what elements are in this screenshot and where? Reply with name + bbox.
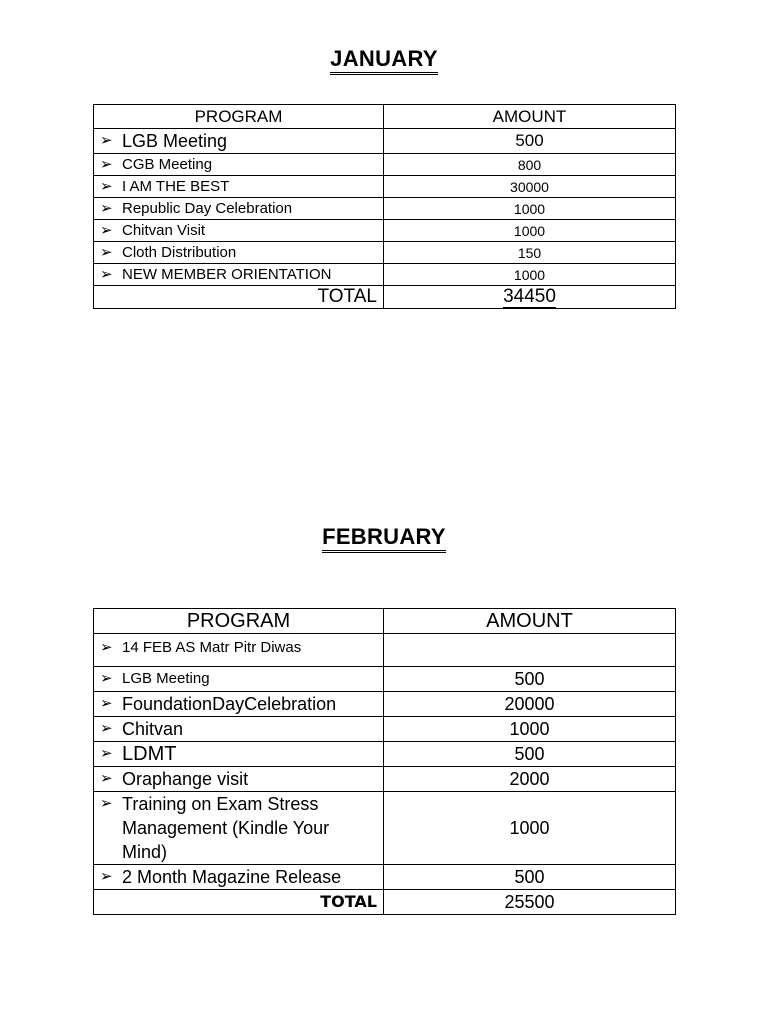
arrow-bullet-icon: ➢ (100, 177, 113, 195)
table-row (94, 792, 676, 865)
table-row (94, 129, 676, 154)
program-cell: LGB Meeting (122, 131, 228, 151)
arrow-bullet-icon: ➢ (100, 795, 113, 812)
program-cell: LDMT (122, 743, 177, 765)
total-row (94, 890, 676, 915)
program-cell: 2 Month Magazine Release (122, 867, 342, 887)
january-table (93, 104, 676, 309)
amount-cell: 500 (384, 742, 676, 767)
program-cell: Republic Day Celebration (122, 199, 293, 217)
program-cell: LGB Meeting (122, 670, 210, 687)
arrow-bullet-icon: ➢ (100, 199, 113, 217)
arrow-bullet-icon: ➢ (100, 132, 113, 149)
program-cell: Chitvan Visit (122, 221, 206, 239)
total-value: 25500 (384, 890, 676, 915)
program-cell: Cloth Distribution (122, 243, 237, 261)
program-cell: FoundationDayCelebration (122, 694, 337, 714)
program-cell: 14 FEB AS Matr Pitr Diwas (122, 639, 302, 656)
table-row (94, 865, 676, 890)
table-header-row (94, 105, 676, 129)
table-row (94, 767, 676, 792)
program-cell: I AM THE BEST (122, 177, 230, 195)
table-row (94, 154, 676, 176)
amount-cell: 1000 (384, 198, 676, 220)
arrow-bullet-icon: ➢ (100, 155, 113, 173)
table-row (94, 176, 676, 198)
table-header-row (94, 609, 676, 634)
arrow-bullet-icon: ➢ (100, 639, 113, 656)
program-cell: Chitvan (122, 719, 184, 739)
arrow-bullet-icon: ➢ (100, 720, 113, 737)
amount-cell: 1000 (384, 220, 676, 242)
amount-cell: 1000 (384, 792, 676, 865)
amount-cell: 1000 (384, 264, 676, 286)
arrow-bullet-icon: ➢ (100, 243, 113, 261)
program-cell: NEW MEMBER ORIENTATION (122, 265, 332, 283)
total-label: TOTAL (94, 286, 384, 309)
table-row (94, 667, 676, 692)
program-column-header: PROGRAM (94, 105, 384, 129)
amount-column-header: AMOUNT (384, 105, 676, 129)
table-row (94, 634, 676, 667)
total-value: 34450 (503, 286, 556, 307)
amount-cell (384, 634, 676, 667)
arrow-bullet-icon: ➢ (100, 265, 113, 283)
table-row (94, 242, 676, 264)
table-row (94, 742, 676, 767)
program-column-header: PROGRAM (94, 609, 384, 634)
total-label: TOTAL (94, 890, 384, 915)
arrow-bullet-icon: ➢ (100, 695, 113, 712)
amount-cell: 800 (384, 154, 676, 176)
amount-cell: 500 (384, 865, 676, 890)
amount-column-header: AMOUNT (384, 609, 676, 634)
table-row (94, 717, 676, 742)
table-row (94, 198, 676, 220)
amount-cell: 500 (384, 129, 676, 154)
program-cell: Training on Exam Stress Management (Kindle Your Mind) (122, 794, 330, 862)
arrow-bullet-icon: ➢ (100, 670, 113, 687)
table-row (94, 264, 676, 286)
arrow-bullet-icon: ➢ (100, 770, 113, 787)
program-cell: Oraphange visit (122, 769, 249, 789)
january-heading: JANUARY (0, 46, 768, 72)
amount-cell: 1000 (384, 717, 676, 742)
amount-cell: 30000 (384, 176, 676, 198)
amount-cell: 20000 (384, 692, 676, 717)
table-row (94, 692, 676, 717)
amount-cell: 2000 (384, 767, 676, 792)
total-row (94, 286, 676, 309)
table-row (94, 220, 676, 242)
february-table (93, 608, 676, 915)
arrow-bullet-icon: ➢ (100, 745, 113, 762)
amount-cell: 150 (384, 242, 676, 264)
february-heading: FEBRUARY (0, 524, 768, 550)
arrow-bullet-icon: ➢ (100, 221, 113, 239)
arrow-bullet-icon: ➢ (100, 868, 113, 885)
program-cell: CGB Meeting (122, 155, 213, 173)
amount-cell: 500 (384, 667, 676, 692)
